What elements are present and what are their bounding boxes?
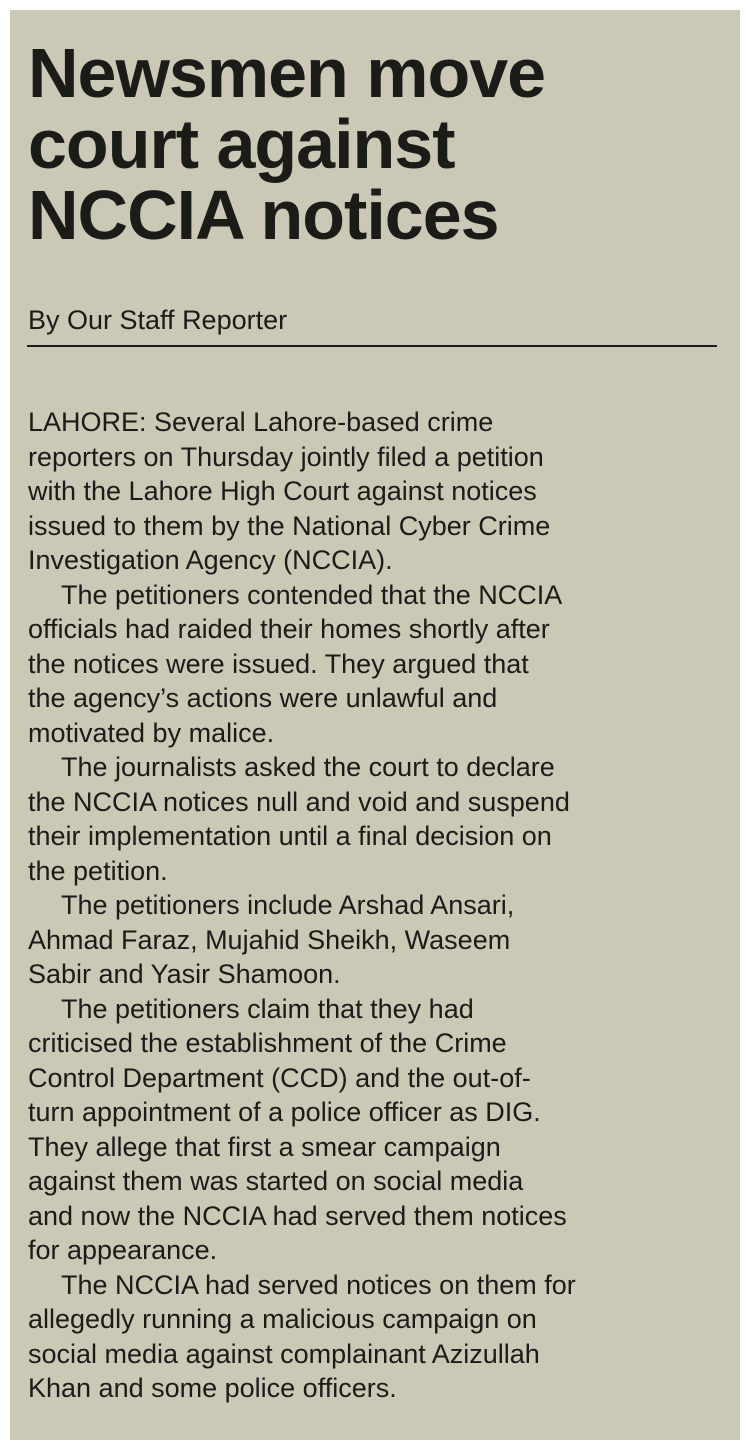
text-line: The petitioners contended that the NCCIA xyxy=(61,579,563,610)
text-line: criticised the establishment of the Crime xyxy=(28,1028,507,1058)
text-line: against them was started on social media xyxy=(28,1166,524,1196)
article-body xyxy=(28,405,728,1406)
text-line: Investigation Agency (NCCIA). xyxy=(28,545,393,575)
text-line: social media against complainant Azizullah xyxy=(28,1338,540,1369)
paragraph xyxy=(28,750,728,888)
text-line: Khan and some police officers. xyxy=(28,1373,397,1403)
text-line: Ahmad Faraz, Mujahid Sheikh, Waseem xyxy=(28,924,511,955)
text-line: reporters on Thursday jointly filed a petition xyxy=(28,441,544,472)
text-line: LAHORE: Several Lahore-based crime xyxy=(28,407,494,437)
text-line: the NCCIA notices null and void and suspend xyxy=(28,786,570,817)
text-line: Sabir and Yasir Shamoon. xyxy=(28,959,341,989)
text-line: motivated by malice. xyxy=(28,717,275,748)
text-line: The petitioners include Arshad Ansari, xyxy=(61,890,515,920)
text-line: The NCCIA had served notices on them for xyxy=(61,1269,576,1300)
text-line: The petitioners claim that they had xyxy=(61,993,474,1024)
text-line: the notices were issued. They argued that xyxy=(28,648,529,679)
byline: By Our Staff Reporter xyxy=(28,305,288,335)
paragraph-dateline xyxy=(28,405,728,578)
text-line: allegedly running a malicious campaign on xyxy=(28,1304,537,1334)
text-line: turn appointment of a police officer as DIG. xyxy=(28,1097,541,1127)
headline-line: court against xyxy=(28,105,455,183)
paragraph xyxy=(28,888,728,992)
text-line: the petition. xyxy=(28,855,168,886)
text-line: with the Lahore High Court against notices xyxy=(28,476,537,506)
headline-line: Newsmen move xyxy=(28,34,546,112)
byline-divider xyxy=(27,345,717,347)
text-line: for appearance. xyxy=(28,1235,218,1265)
headline xyxy=(28,34,728,254)
text-line: They allege that first a smear campaign xyxy=(28,1131,501,1162)
text-line: The journalists asked the court to declare xyxy=(61,752,555,782)
paragraph xyxy=(28,1268,728,1406)
paragraph xyxy=(28,578,728,751)
text-line: their implementation until a final decision on xyxy=(28,821,552,851)
text-line: the agency’s actions were unlawful and xyxy=(28,683,498,713)
text-line: Control Department (CCD) and the out-of- xyxy=(28,1062,531,1093)
text-line: officials had raided their homes shortly after xyxy=(28,614,550,644)
headline-line: NCCIA notices xyxy=(28,176,499,254)
text-line: issued to them by the National Cyber Crime xyxy=(28,510,551,541)
text-line: and now the NCCIA had served them notices xyxy=(28,1200,567,1231)
paragraph xyxy=(28,992,728,1268)
